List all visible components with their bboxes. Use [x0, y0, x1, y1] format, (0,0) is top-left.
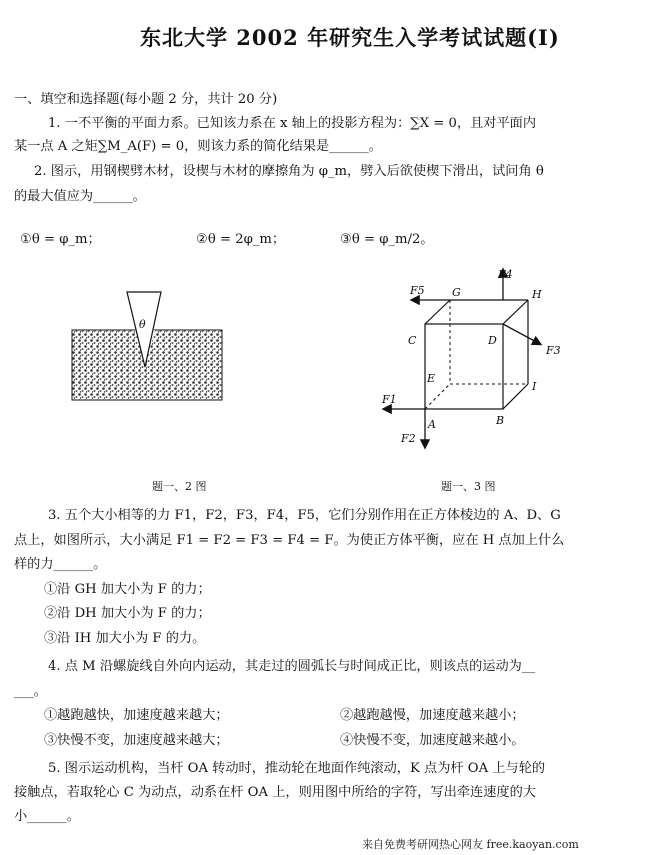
q3-line2: 点上，如图所示，大小满足 F1 = F2 = F3 = F4 = F。为使正方体平衡，应在 H 点加上什么 — [14, 533, 565, 548]
q3-option-2: ②沿 DH 加大小为 F 的力； — [44, 606, 211, 621]
q4-line2: ___。 — [14, 684, 47, 699]
q4-option-2: ②越跑越慢，加速度越来越小； — [340, 708, 525, 723]
cube-figure — [370, 262, 580, 462]
q1-line2: 某一点 A 之矩∑M_A(F) = 0，则该力系的简化结果是______。 — [14, 139, 382, 154]
label-b: B — [496, 414, 505, 427]
label-d: D — [488, 334, 497, 347]
q5-line1: 5. 图示运动机构，当杆 OA 转动时，推动轮在地面作纯滚动，K 点为杆 OA 上与轮的 — [48, 761, 546, 776]
label-e: E — [427, 372, 436, 385]
q2-option-2: ②θ = 2φ_m； — [196, 232, 286, 247]
source-footer: 来自免费考研网热心网友 free.kaoyan.com — [362, 838, 579, 851]
label-f1: F1 — [382, 393, 397, 406]
q4-option-3: ③快慢不变，加速度越来越大； — [44, 733, 229, 748]
q5-line2: 接触点，若取轮心 C 为动点，动系在杆 OA 上，则用图中所给的字符，写出牵连速度的大 — [14, 785, 536, 800]
wedge-figure — [60, 285, 230, 410]
q2-line1: 2. 图示，用钢楔劈木材，设楔与木材的摩擦角为 φ_m，劈入后欲使楔下滑出，试问角 θ — [34, 164, 544, 179]
q4-option-1: ①越跑越快，加速度越来越大； — [44, 708, 229, 723]
q5-line3: 小______。 — [14, 809, 80, 824]
q3-option-3: ③沿 IH 加大小为 F 的力。 — [44, 631, 206, 646]
label-f3: F3 — [546, 344, 561, 357]
label-f4: F4 — [498, 268, 513, 281]
label-f2: F2 — [401, 432, 416, 445]
q2-option-1: ①θ = φ_m； — [20, 232, 101, 247]
label-f5: F5 — [410, 284, 425, 297]
fig3-caption: 题一、3 图 — [441, 480, 496, 493]
q3-line1: 3. 五个大小相等的力 F1，F2，F3，F4，F5，它们分别作用在正方体棱边的 A、D、G — [48, 508, 561, 523]
exam-title: 东北大学 2002 年研究生入学考试试题(Ⅰ) — [140, 25, 560, 50]
q4-option-4: ④快慢不变，加速度越来越小。 — [340, 733, 525, 748]
theta-label: θ — [139, 318, 146, 331]
q2-option-3: ③θ = φ_m/2。 — [340, 232, 434, 247]
q2-line2: 的最大值应为______。 — [14, 189, 146, 204]
label-i: I — [532, 380, 537, 393]
fig2-caption: 题一、2 图 — [152, 480, 207, 493]
label-a: A — [428, 418, 436, 431]
force-f3-arrow — [503, 324, 540, 344]
section-heading: 一、填空和选择题(每小题 2 分，共计 20 分) — [14, 92, 278, 107]
label-h: H — [532, 288, 542, 301]
q1-line1: 1. 一不平衡的平面力系。已知该力系在 x 轴上的投影方程为：∑X = 0，且对平面内 — [48, 116, 537, 131]
label-c: C — [408, 334, 417, 347]
q3-line3: 样的力______。 — [14, 557, 107, 572]
q4-line1: 4. 点 M 沿螺旋线自外向内运动，其走过的圆弧长与时间成正比，则该点的运动为__ — [48, 659, 536, 674]
q3-option-1: ①沿 GH 加大小为 F 的力； — [44, 582, 211, 597]
label-g: G — [452, 286, 461, 299]
